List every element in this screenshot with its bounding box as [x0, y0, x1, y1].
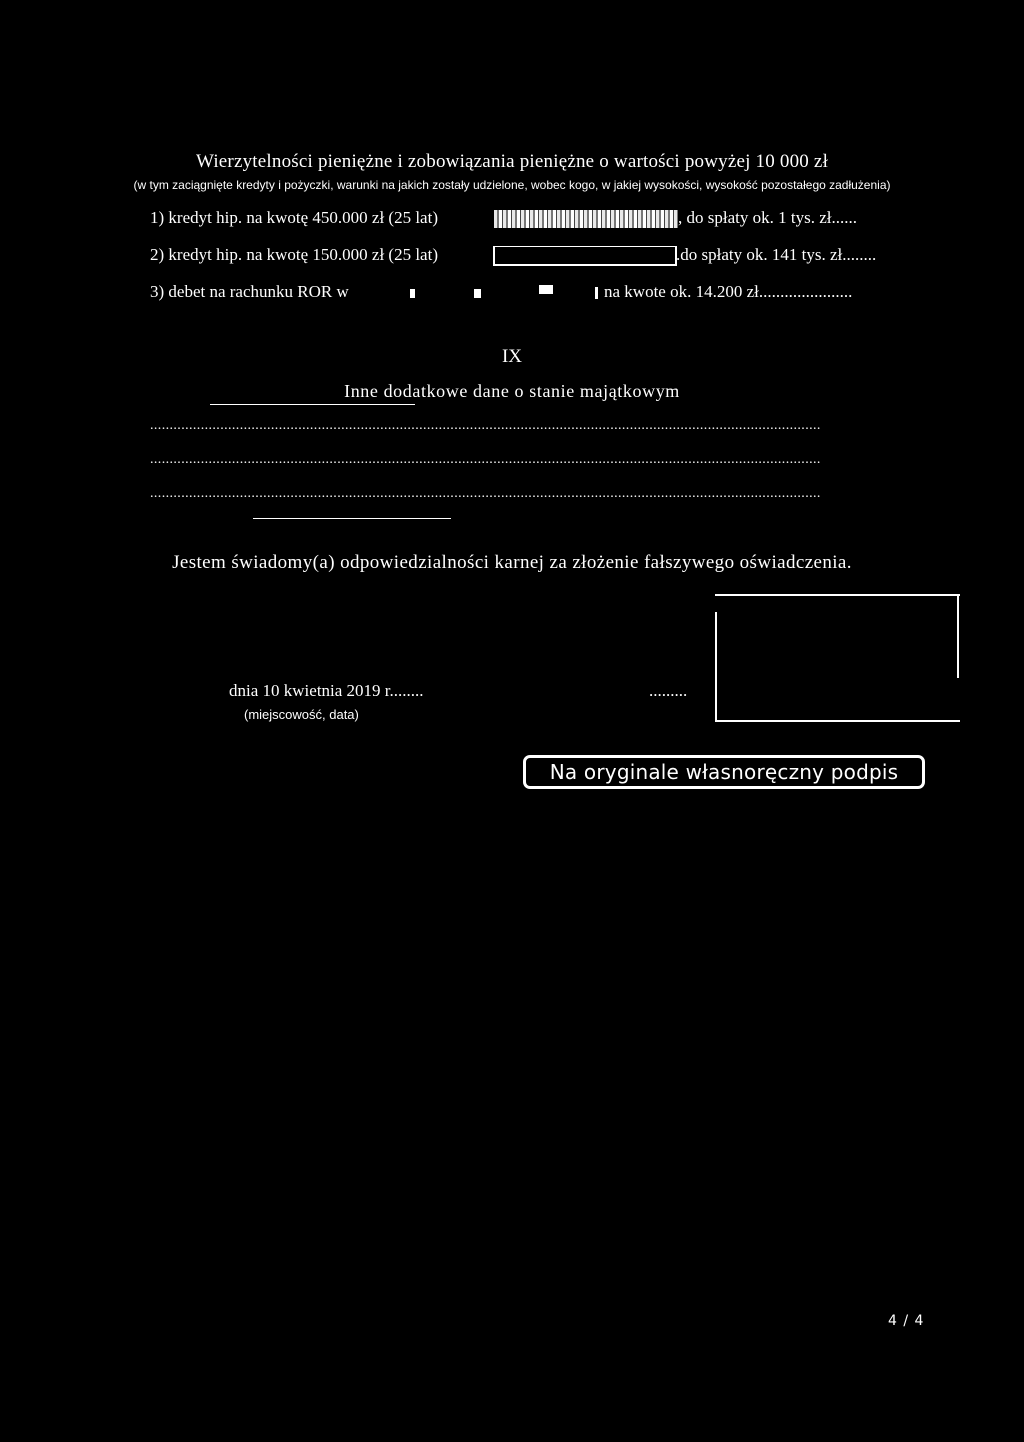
redaction-block — [494, 210, 678, 228]
section-viii-title: Wierzytelności pieniężne i zobowiązania pieniężne o wartości powyżej 10 000 zł — [195, 151, 829, 172]
section-ix-title: Inne dodatkowe dane o stanie majątkowym — [344, 381, 680, 401]
signature-dots: ......... — [649, 681, 688, 700]
redaction-block — [410, 289, 415, 298]
debt-item-2 — [150, 245, 438, 265]
signature-frame — [715, 594, 960, 596]
debt-item-3 — [150, 282, 349, 302]
declaration-text: Jestem świadomy(a) odpowiedzialności karnej za złożenie fałszywego oświadczenia. — [172, 552, 852, 573]
debt-item-2-rest: .do spłaty ok. 141 tys. zł........ — [676, 245, 877, 264]
signature-frame — [715, 720, 960, 722]
redaction-block — [474, 289, 481, 298]
title-underline — [210, 404, 415, 405]
date-line: dnia 10 kwietnia 2019 r........ — [229, 681, 424, 700]
debt-item-3-text: 3) debet na rachunku ROR w — [150, 282, 349, 301]
redaction-block — [595, 287, 598, 299]
debt-item-3-rest: na kwote ok. 14.200 zł...................... — [604, 282, 853, 301]
section-viii-subtitle: (w tym zaciągnięte kredyty i pożyczki, warunki na jakich zostały udzielone, wobec kogo, w jakiej wysokości, wysokość pozostałego zadłużenia) — [133, 178, 891, 192]
redaction-block — [493, 246, 677, 266]
section-divider — [253, 518, 451, 519]
place-date-label: (miejscowość, data) — [244, 707, 359, 722]
debt-item-1 — [150, 208, 438, 228]
redaction-block — [539, 285, 553, 294]
fill-line-2: ............................................................................................................................................................................ — [150, 452, 821, 467]
debt-item-1-rest: , do spłaty ok. 1 tys. zł...... — [678, 208, 857, 227]
debt-item-2-text: 2) kredyt hip. na kwotę 150.000 zł (25 lat) — [150, 245, 438, 264]
page-number: 4 / 4 — [888, 1313, 925, 1329]
signature-stamp — [523, 755, 925, 789]
signature-frame — [715, 612, 717, 722]
debt-item-1-text: 1) kredyt hip. na kwotę 450.000 zł (25 lat) — [150, 208, 438, 227]
section-ix-number: IX — [501, 346, 523, 367]
signature-stamp-text: Na oryginale własnoręczny podpis — [549, 760, 899, 784]
signature-frame — [957, 594, 959, 678]
fill-line-3: ............................................................................................................................................................................ — [150, 486, 821, 501]
fill-line-1: ............................................................................................................................................................................ — [150, 418, 821, 433]
